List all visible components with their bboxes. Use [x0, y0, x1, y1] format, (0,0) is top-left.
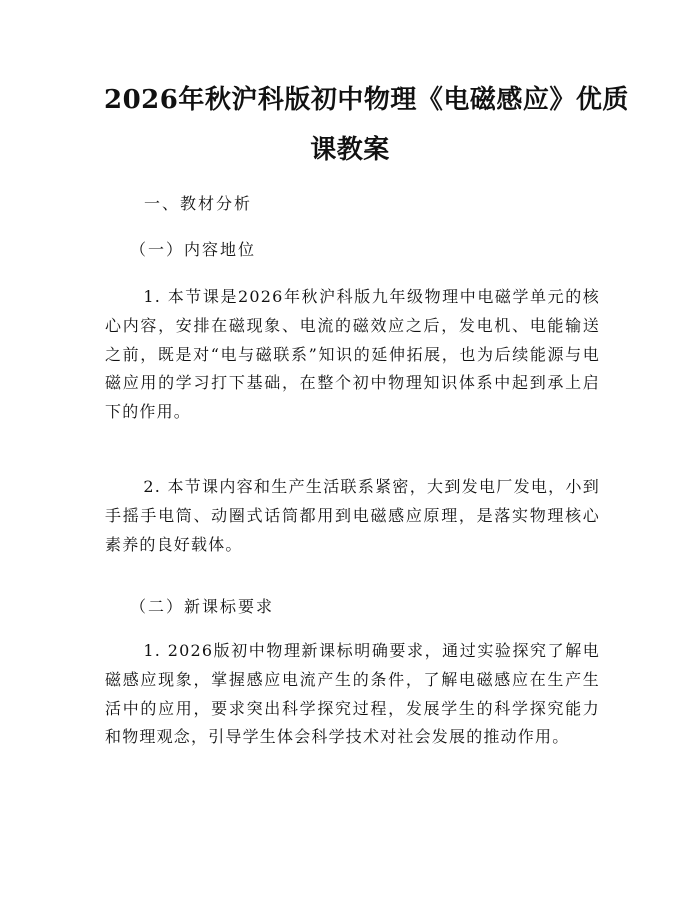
subsection-heading-curriculum-requirements: （二）新课标要求 — [130, 597, 275, 616]
paragraph-content-position-2: 2. 本节课内容和生产生活联系紧密，大到发电厂发电，小到手摇手电筒、动圈式话筒都用到电磁感应原理，是落实物理核心素养的良好载体。 — [105, 477, 600, 554]
document-title-line-2: 课教案 — [310, 135, 390, 165]
paragraph-content-position-1: 1. 本节课是2026年秋沪科版九年级物理中电磁学单元的核心内容，安排在磁现象、电流的磁效应之后，发电机、电能输送之前，既是对“电与磁联系”知识的延伸拓展，也为后续能源与电磁应用的学习打下基础，在整个初中物理知识体系中起到承上启下的作用。 — [105, 287, 600, 422]
document-title-line-1: 2026年秋沪科版初中物理《电磁感应》优质 — [104, 85, 629, 115]
subsection-heading-content-position: （一）内容地位 — [130, 240, 257, 259]
section-heading-textbook-analysis: 一、教材分析 — [144, 194, 253, 213]
paragraph-curriculum-requirements-1: 1. 2026版初中物理新课标明确要求，通过实验探究了解电磁感应现象，掌握感应电流产生的条件，了解电磁感应在生产生活中的应用，要求突出科学探究过程，发展学生的科学探究能力和物理观念，引导学生体会科学技术对社会发展的推动作用。 — [105, 641, 600, 747]
